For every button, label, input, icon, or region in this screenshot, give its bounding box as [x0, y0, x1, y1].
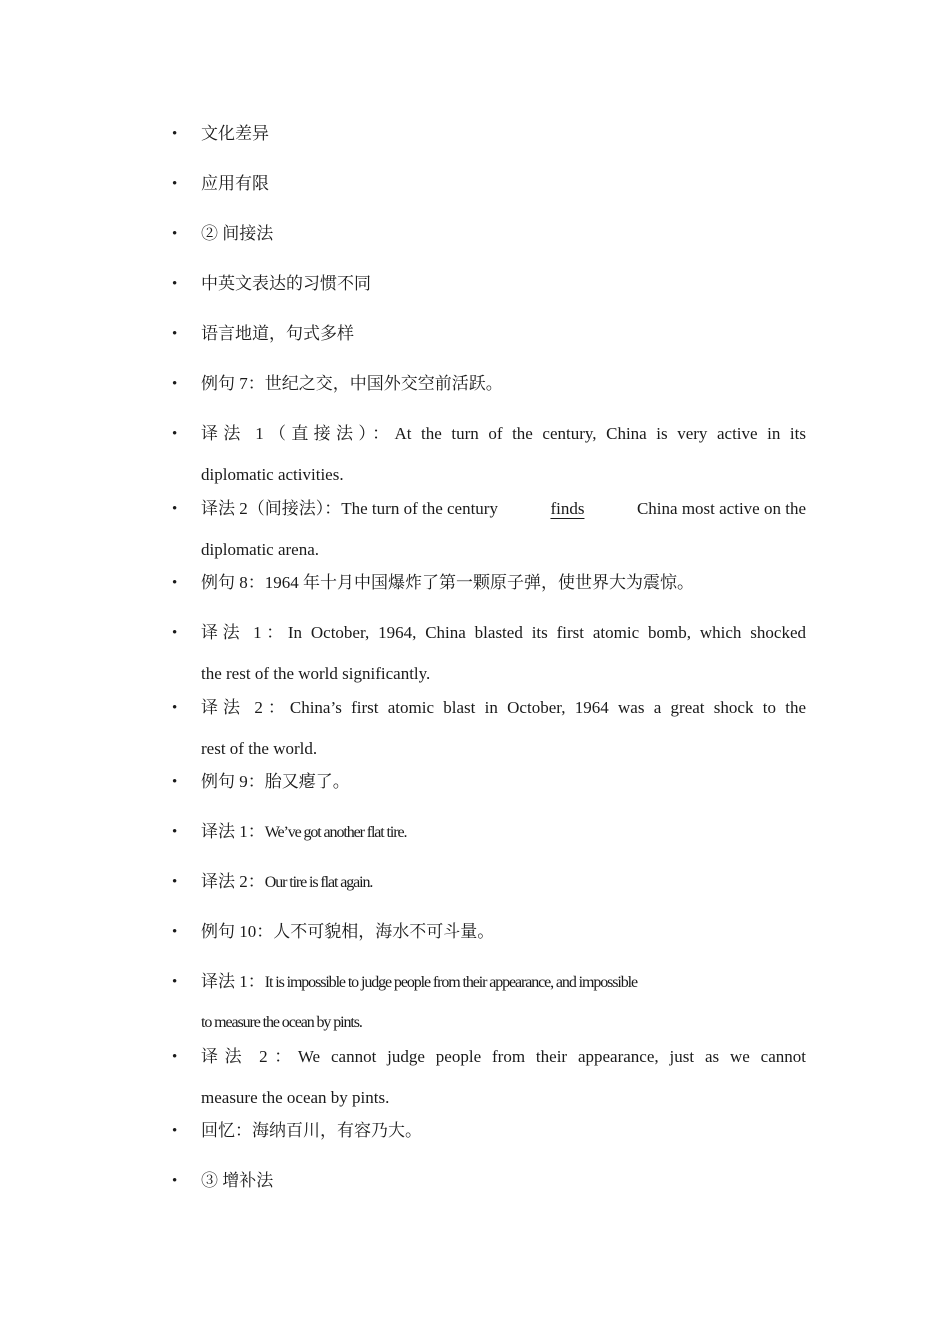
- translation-line-2: rest of the world.: [201, 739, 318, 758]
- list-item-text: 中英文表达的习惯不同: [201, 274, 371, 293]
- bullet: •: [172, 426, 178, 442]
- translation-line-1: 译法 1（直接法）：At the turn of the century, China is very active in its: [201, 424, 806, 443]
- translation-prefix: 译法 2：: [201, 872, 265, 891]
- translation-prefix: 译法 2（间接法）：The turn of the century: [201, 499, 503, 518]
- bullet: •: [172, 575, 178, 591]
- translation-prefix: 译法 1：: [201, 972, 265, 991]
- section-heading: ② 间接法: [201, 224, 274, 243]
- translation-line-2: diplomatic arena.: [201, 540, 320, 559]
- bullet: •: [172, 924, 178, 940]
- translation-line-1: [201, 819, 806, 846]
- translation-english: Our tire is flat again.: [264, 874, 373, 891]
- example-sentence: 例句 7：世纪之交，中国外交空前活跃。: [201, 374, 503, 393]
- translation-line-2: measure the ocean by pints.: [201, 1088, 390, 1107]
- bullet: •: [172, 1123, 178, 1139]
- translation-english: We’ve got another flat tire.: [264, 824, 407, 841]
- bullet: •: [172, 974, 178, 990]
- section-heading: ③ 增补法: [201, 1171, 274, 1190]
- bullet: •: [172, 226, 178, 242]
- translation-line-2: diplomatic activities.: [201, 465, 344, 484]
- list-item-text: 文化差异: [201, 124, 269, 143]
- bullet: •: [172, 874, 178, 890]
- bullet: •: [172, 625, 178, 641]
- bullet: •: [172, 376, 178, 392]
- translation-line-2: to measure the ocean by pints.: [201, 1014, 362, 1031]
- translation-english: It is impossible to judge people from their appearance, and impossible: [264, 974, 637, 991]
- translation-suffix: China most active on the: [632, 499, 806, 518]
- bullet: •: [172, 774, 178, 790]
- translation-line-1: [201, 496, 806, 522]
- translation-line-1: [201, 869, 806, 896]
- translation-prefix: 译法 1：: [201, 822, 265, 841]
- bullet: •: [172, 276, 178, 292]
- list-item-text: 语言地道，句式多样: [201, 324, 354, 343]
- bullet: •: [172, 176, 178, 192]
- bullet: •: [172, 824, 178, 840]
- translation-line-1: 译法 1：In October, 1964, China blasted its first atomic bomb, which shocked: [201, 623, 806, 642]
- example-sentence: 例句 10：人不可貌相，海水不可斗量。: [201, 922, 495, 941]
- translation-line-2: the rest of the world significantly.: [201, 664, 431, 683]
- translation-line-1: [201, 969, 806, 996]
- bullet: •: [172, 501, 178, 517]
- bullet: •: [172, 126, 178, 142]
- translation-line-1: 译法 2：China’s first atomic blast in October, 1964 was a great shock to the: [201, 698, 806, 717]
- example-sentence: 例句 9：胎又瘪了。: [201, 772, 350, 791]
- bullet: •: [172, 1173, 178, 1189]
- bullet: •: [172, 1049, 178, 1065]
- translation-line-1: 译法 2：We cannot judge people from their appearance, just as we cannot: [201, 1047, 806, 1066]
- bullet: •: [172, 326, 178, 342]
- list-item-text: 应用有限: [201, 174, 269, 193]
- underlined-word: finds: [550, 499, 585, 518]
- list-item-text: 回忆：海纳百川，有容乃大。: [201, 1121, 422, 1140]
- bullet: •: [172, 700, 178, 716]
- example-sentence: 例句 8：1964 年十月中国爆炸了第一颗原子弹，使世界大为震惊。: [201, 573, 694, 592]
